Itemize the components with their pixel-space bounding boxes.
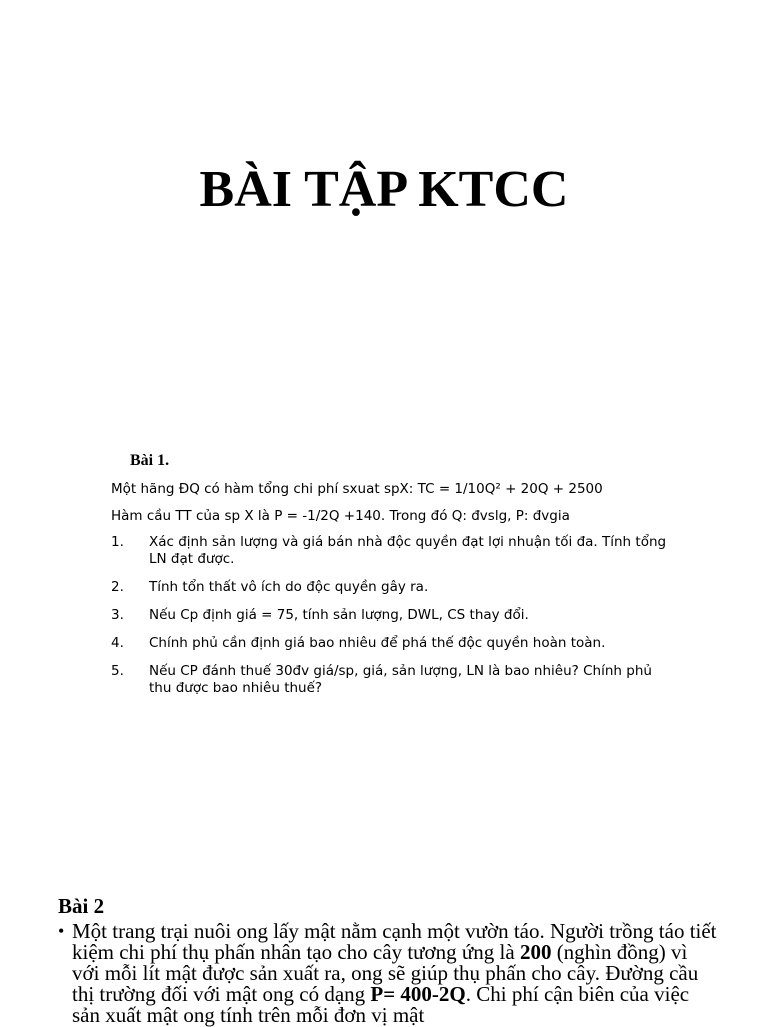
paragraph-text-1: Một trang trại nuôi ong lấy mật nằm cạnh một vườn táo. Người trồng táo tiết kiệm chi phí thụ phấn nhân tạo cho cây tương ứng là — [72, 919, 717, 964]
list-item-text: Xác định sản lượng và giá bán nhà độc quyền đạt lợi nhuận tối đa. Tính tổng LN đạt được. — [149, 534, 667, 567]
list-item-text: Chính phủ cần định giá bao nhiêu để phá thế độc quyền hoàn toàn. — [149, 635, 606, 651]
list-item-number: 2. — [111, 579, 124, 595]
list-item-text: Tính tổn thất vô ích do độc quyền gây ra. — [149, 579, 429, 595]
list-item-text: Nếu Cp định giá = 75, tính sản lượng, DWL, CS thay đổi. — [149, 607, 529, 623]
exercise-1-heading: Bài 1. — [130, 452, 170, 469]
exercise-2-heading: Bài 2 — [58, 894, 105, 918]
list-item-number: 5. — [111, 663, 124, 679]
bullet-icon: • — [58, 921, 65, 941]
question-list — [111, 534, 671, 697]
slide-title: BÀI TẬP KTCC — [199, 161, 569, 218]
list-item — [111, 579, 671, 596]
list-item — [111, 607, 671, 624]
paragraph-text-3: . Chi phí cận biên của việc sản xuất mật ong tính trên mỗi đơn vị mật — [72, 982, 690, 1027]
list-item-text: Nếu CP đánh thuế 30đv giá/sp, giá, sản lượng, LN là bao nhiêu? Chính phủ thu được bao nhiêu thuế? — [149, 663, 652, 696]
list-item — [111, 663, 671, 697]
total-cost-function: Một hãng ĐQ có hàm tổng chi phí sxuat spX: TC = 1/10Q² + 20Q + 2500 — [111, 481, 603, 497]
list-item-number: 4. — [111, 635, 124, 651]
paragraph-text-2: (nghìn đồng) vì với mỗi lít mật được sản xuất ra, ong sẽ giúp thụ phấn cho cây. Đường cầu thị trường đối với mật ong có dạng — [72, 940, 699, 1006]
demand-function: Hàm cầu TT của sp X là P = -1/2Q +140. Trong đó Q: đvslg, P: đvgia — [111, 508, 570, 524]
amount-value: 200 — [519, 940, 552, 964]
list-item — [111, 534, 671, 568]
demand-equation: P= 400-2Q — [370, 982, 466, 1006]
list-item-number: 1. — [111, 534, 124, 550]
list-item — [111, 635, 671, 652]
exercise-1 — [111, 452, 671, 708]
exercise-2-paragraph — [58, 921, 718, 1026]
exercise-2 — [58, 893, 718, 1026]
list-item-number: 3. — [111, 607, 124, 623]
